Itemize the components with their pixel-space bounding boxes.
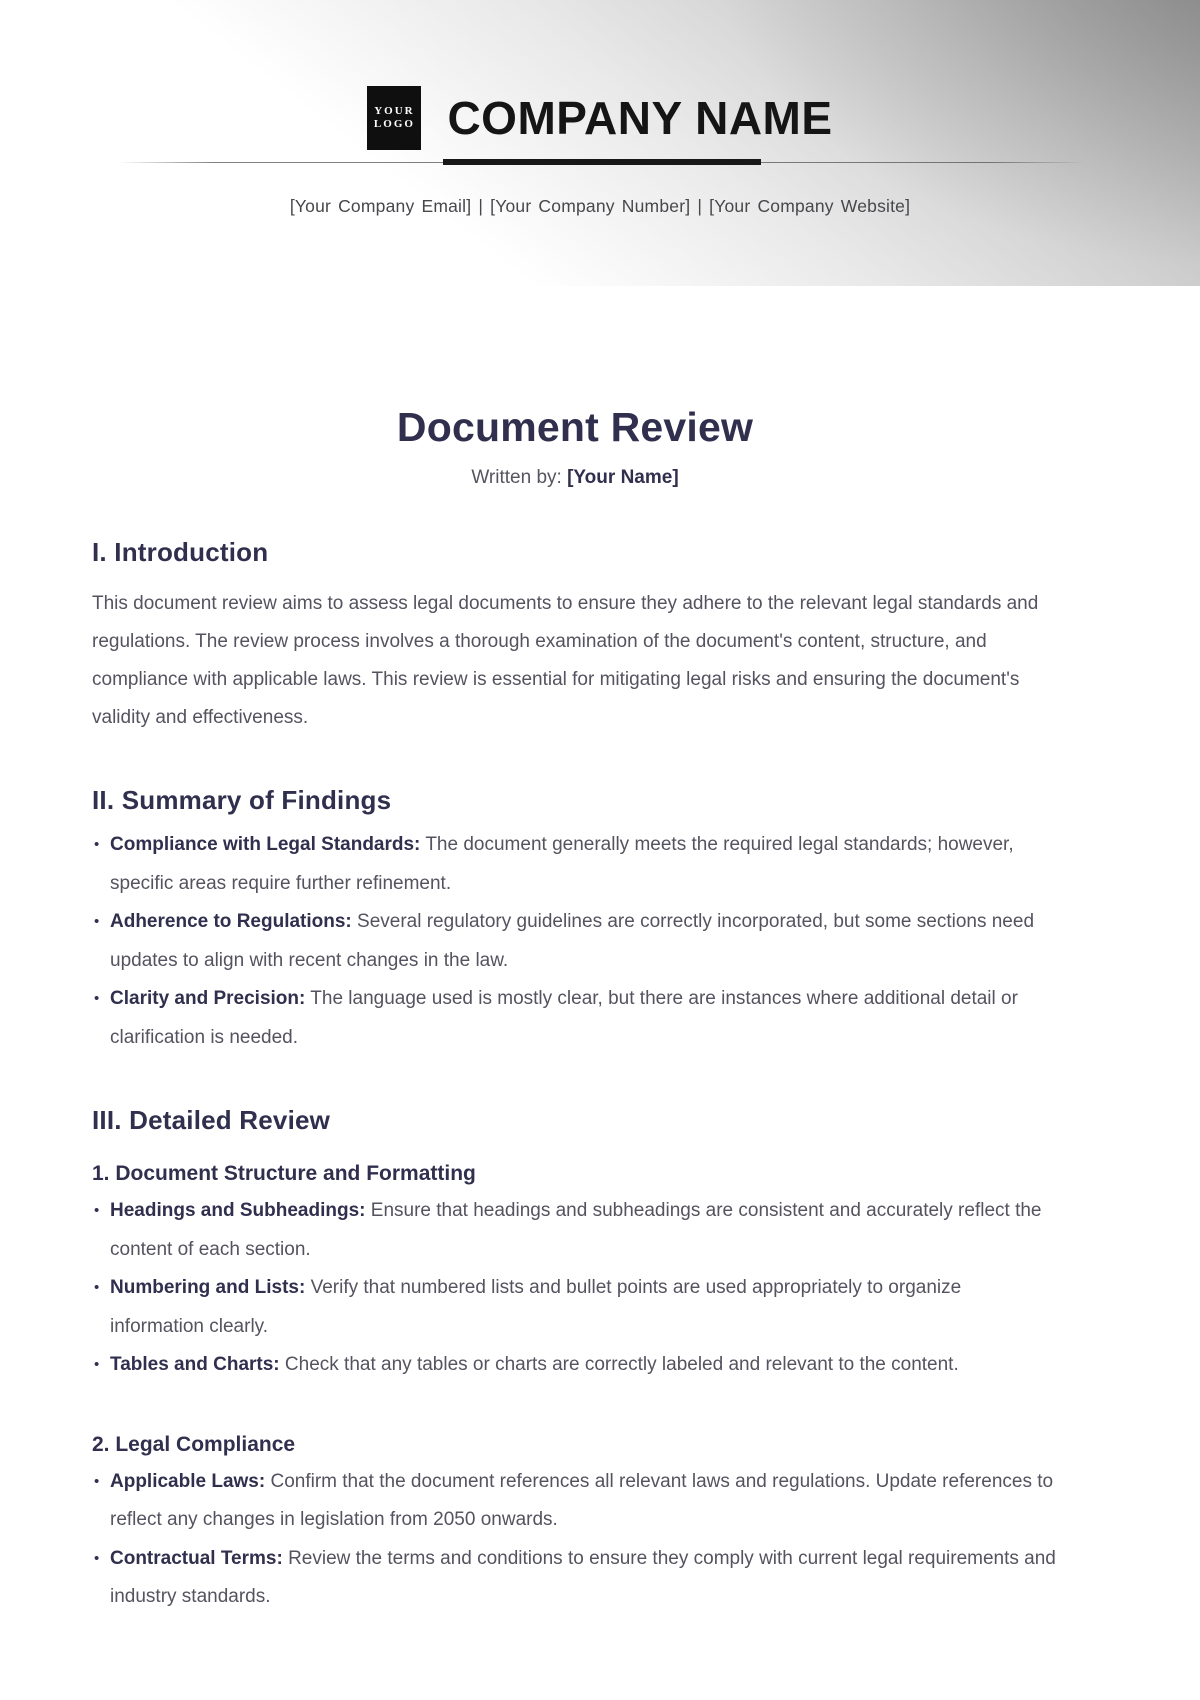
header-divider-bar [443, 159, 761, 165]
bullet-lead: Contractual Terms: [110, 1547, 283, 1569]
bullet-lead: Adherence to Regulations: [110, 911, 352, 932]
list-item [92, 1269, 1058, 1346]
byline-name: [Your Name] [567, 467, 679, 488]
company-name: COMPANY NAME [447, 92, 833, 144]
byline-label: Written by: [471, 467, 562, 488]
list-item [92, 903, 1058, 980]
list-item [92, 1540, 1058, 1617]
list-item [92, 1192, 1058, 1269]
company-logo [367, 86, 421, 150]
bullet-text: The document generally meets the required legal standards; however, specific areas require further refinement. [110, 834, 1014, 894]
contact-info: [Your Company Email] | [Your Company Number] | [Your Company Website] [289, 196, 911, 216]
bullet-text: Ensure that headings and subheadings are consistent and accurately reflect the content of each section. [110, 1200, 1042, 1260]
list-item [92, 826, 1058, 903]
document-content [92, 404, 1058, 1617]
bullet-text: Check that any tables or charts are correctly labeled and relevant to the content. [284, 1354, 959, 1375]
summary-bullet-list [92, 826, 1058, 1057]
bullet-lead: Tables and Charts: [110, 1354, 280, 1375]
byline [92, 467, 1058, 489]
bullet-text: Several regulatory guidelines are correctly incorporated, but some sections need updates to align with recent changes in the law. [110, 911, 1035, 971]
bullet-lead: Clarity and Precision: [110, 988, 306, 1009]
bullet-text: The language used is mostly clear, but there are instances where additional detail or clarification is needed. [110, 988, 1018, 1048]
subsection-heading-legal-compliance: 2. Legal Compliance [92, 1432, 296, 1456]
list-item [92, 980, 1058, 1057]
brand-row [0, 0, 1200, 150]
page-title: Document Review [396, 404, 754, 450]
logo-text-line2: LOGO [373, 118, 415, 130]
subsection-heading-structure-formatting: 1. Document Structure and Formatting [92, 1162, 476, 1185]
structure-bullet-list [92, 1192, 1058, 1385]
compliance-bullet-list [92, 1463, 1058, 1617]
section-heading-detailed-review: III. Detailed Review [92, 1105, 331, 1135]
letterhead [0, 0, 1200, 286]
bullet-lead: Applicable Laws: [110, 1470, 266, 1492]
section-heading-introduction: I. Introduction [92, 537, 269, 567]
logo-text-line1: YOUR [374, 105, 415, 117]
bullet-lead: Numbering and Lists: [110, 1277, 306, 1298]
bullet-lead: Headings and Subheadings: [110, 1200, 366, 1221]
bullet-text: Confirm that the document references all relevant laws and regulations. Update references to reflect any changes in legislation from 2050 onwards. [110, 1470, 1054, 1530]
list-item [92, 1463, 1058, 1540]
bullet-text: Verify that numbered lists and bullet points are used appropriately to organize information clearly. [110, 1277, 962, 1337]
introduction-paragraph: This document review aims to assess legal documents to ensure they adhere to the relevant legal standards and regulations. The review process involves a thorough examination of the document's content, structure, and compliance with applicable laws. This review is essential for mitigating legal risks and ensuring the document's validity and effectiveness. [92, 593, 1039, 728]
bullet-lead: Compliance with Legal Standards: [110, 834, 421, 855]
bullet-text: Review the terms and conditions to ensure they comply with current legal requirements and industry standards. [110, 1547, 1056, 1607]
section-heading-summary-of-findings: II. Summary of Findings [92, 785, 392, 815]
list-item [92, 1346, 1058, 1385]
